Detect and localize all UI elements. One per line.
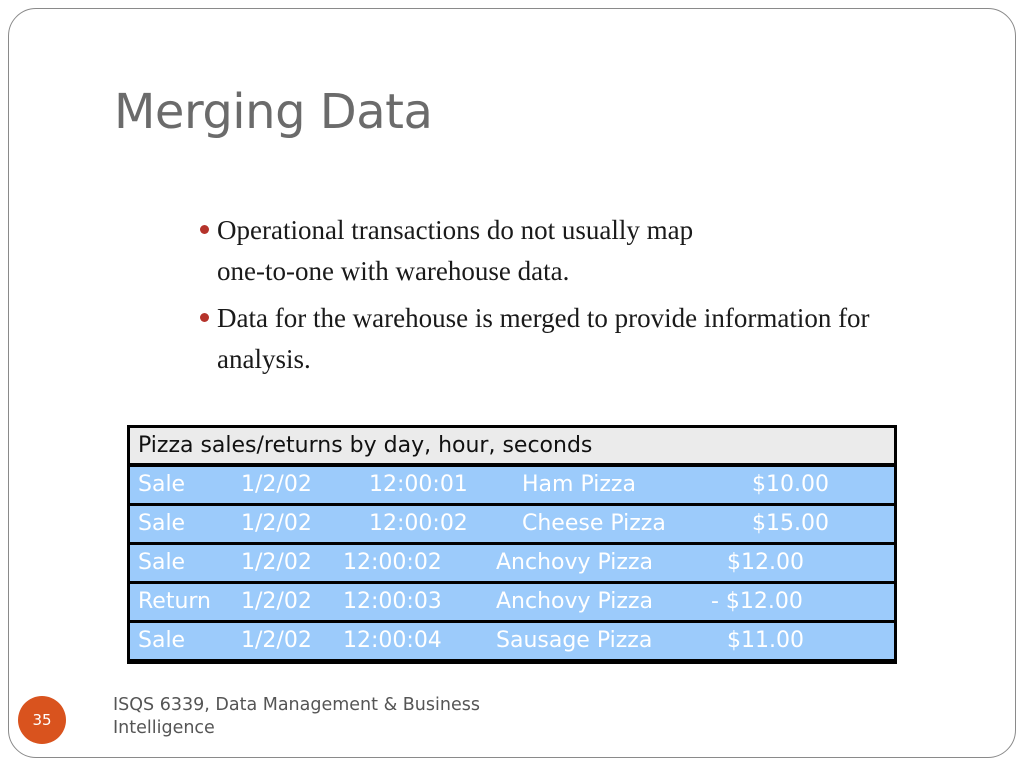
- cell-date: 1/2/02: [241, 550, 312, 575]
- cell-item: Anchovy Pizza: [496, 550, 653, 575]
- page-number-badge: 35: [18, 696, 66, 744]
- cell-type: Sale: [138, 550, 186, 575]
- slide-title: Merging Data: [114, 84, 433, 140]
- table-row: [130, 545, 894, 581]
- cell-time: 12:00:02: [343, 550, 442, 575]
- cell-date: 1/2/02: [241, 511, 312, 536]
- cell-time: 12:00:04: [343, 628, 442, 653]
- bullet-list: [200, 210, 960, 386]
- cell-type: Sale: [138, 511, 186, 536]
- cell-type: Sale: [138, 472, 186, 497]
- cell-item: Ham Pizza: [522, 472, 636, 497]
- cell-date: 1/2/02: [241, 628, 312, 653]
- bullet-item: [200, 298, 960, 380]
- cell-amount: $10.00: [752, 472, 829, 497]
- bullet-text: Data for the warehouse is merged to provide information for analysis.: [217, 303, 870, 374]
- cell-amount: $11.00: [727, 628, 804, 653]
- cell-date: 1/2/02: [241, 589, 312, 614]
- bullet-dot-icon: [200, 225, 209, 234]
- table-header: Pizza sales/returns by day, hour, seconds: [130, 428, 894, 463]
- cell-type: Return: [138, 589, 212, 614]
- cell-time: 12:00:03: [343, 589, 442, 614]
- cell-type: Sale: [138, 628, 186, 653]
- cell-amount: $12.00: [727, 550, 804, 575]
- footer-text: ISQS 6339, Data Management & Business Intelligence: [113, 695, 480, 738]
- table-row: [130, 467, 894, 503]
- bullet-item: [200, 210, 960, 292]
- cell-amount: - $12.00: [711, 589, 803, 614]
- cell-amount: $15.00: [752, 511, 829, 536]
- table-row: [130, 506, 894, 542]
- table-row: [130, 584, 894, 620]
- cell-item: Anchovy Pizza: [496, 589, 653, 614]
- cell-time: 12:00:01: [369, 472, 468, 497]
- table-row: [130, 623, 894, 659]
- bullet-text: Operational transactions do not usually map one-to-one with warehouse data.: [217, 215, 694, 286]
- cell-date: 1/2/02: [241, 472, 312, 497]
- cell-item: Cheese Pizza: [522, 511, 666, 536]
- cell-time: 12:00:02: [369, 511, 468, 536]
- cell-item: Sausage Pizza: [496, 628, 653, 653]
- bullet-dot-icon: [200, 313, 209, 322]
- pizza-sales-table: [127, 425, 897, 664]
